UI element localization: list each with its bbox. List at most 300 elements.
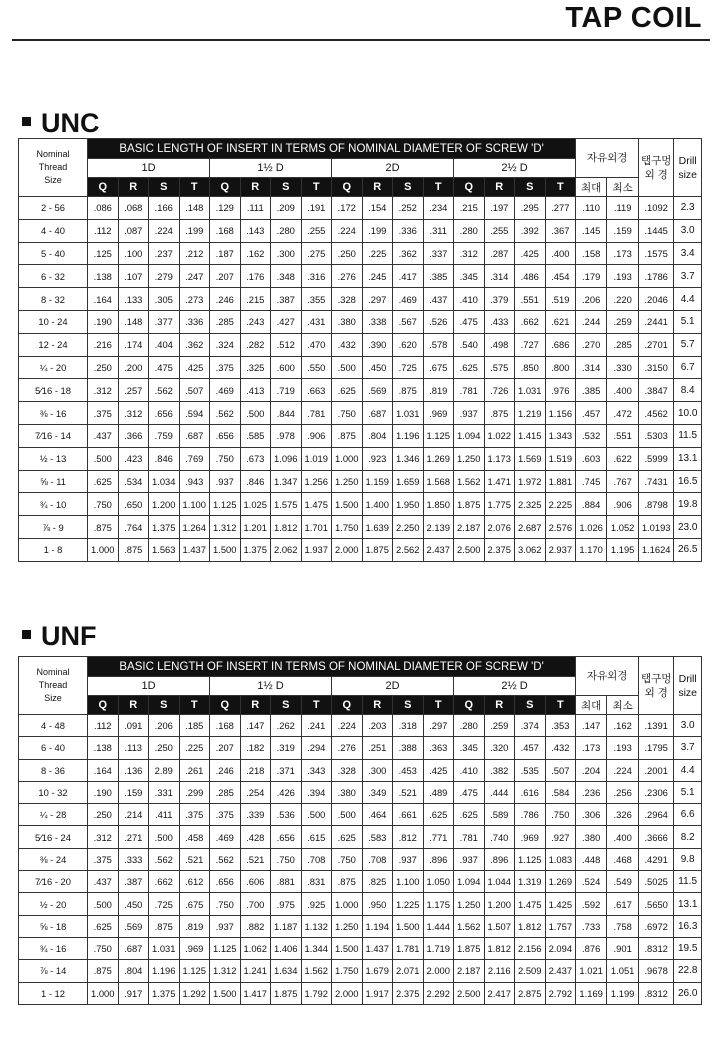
value-cell: 23.0 (674, 516, 702, 539)
value-cell: .246 (210, 759, 241, 781)
value-cell: 2.3 (674, 197, 702, 220)
value-cell: .906 (607, 493, 639, 516)
value-cell: .5025 (639, 871, 674, 893)
value-cell: .427 (271, 310, 302, 333)
value-cell: .280 (271, 219, 302, 242)
value-cell: 26.5 (674, 538, 702, 561)
value-cell: 2.576 (545, 516, 576, 539)
thread-size-cell: ⅝ - 11 (19, 470, 88, 493)
column-letter-r: R (240, 696, 271, 715)
table-row (19, 915, 702, 937)
value-cell: .562 (210, 848, 241, 870)
value-cell: .428 (240, 826, 271, 848)
value-cell: 1.415 (515, 424, 546, 447)
value-cell: .199 (179, 219, 210, 242)
value-cell: 1.475 (515, 893, 546, 915)
value-cell: .453 (393, 759, 424, 781)
value-cell: 1.346 (393, 447, 424, 470)
table-row (19, 516, 702, 539)
value-cell: 6.7 (674, 356, 702, 379)
value-cell: .179 (576, 265, 607, 288)
value-cell: .468 (607, 848, 639, 870)
value-cell: .450 (362, 356, 393, 379)
value-cell: 1.025 (240, 493, 271, 516)
value-cell: .316 (301, 265, 332, 288)
tap-hole-diameter-header (639, 657, 674, 715)
value-cell: .251 (362, 737, 393, 759)
value-cell: 1.475 (301, 493, 332, 516)
value-cell: .725 (149, 893, 180, 915)
value-cell: .245 (362, 265, 393, 288)
value-cell: .400 (607, 826, 639, 848)
value-cell: .413 (240, 379, 271, 402)
value-cell: .136 (118, 759, 149, 781)
value-cell: 1.100 (393, 871, 424, 893)
value-cell: .297 (362, 288, 393, 311)
value-cell: .675 (423, 356, 454, 379)
title-divider (12, 39, 710, 41)
value-cell: 3.4 (674, 242, 702, 265)
value-cell: .190 (88, 310, 119, 333)
thread-size-cell: 4 - 40 (19, 219, 88, 242)
value-cell: 2.292 (423, 982, 454, 1004)
value-cell: .812 (393, 826, 424, 848)
value-cell: .950 (362, 893, 393, 915)
column-letter-r: R (362, 178, 393, 197)
value-cell: .182 (240, 737, 271, 759)
value-cell: .662 (515, 310, 546, 333)
length-group-header: 1D (88, 677, 210, 696)
value-cell: .343 (301, 759, 332, 781)
value-cell: 1.750 (332, 516, 363, 539)
value-cell: .673 (240, 447, 271, 470)
length-group-header: 1D (88, 159, 210, 178)
value-cell: .273 (179, 288, 210, 311)
value-cell: .333 (118, 848, 149, 870)
value-cell: .592 (576, 893, 607, 915)
value-cell: .615 (301, 826, 332, 848)
value-cell: 1.044 (484, 871, 515, 893)
value-cell: 1.812 (271, 516, 302, 539)
value-cell: .819 (179, 915, 210, 937)
unf-table (18, 656, 702, 1005)
value-cell: 2.562 (393, 538, 424, 561)
value-cell: .243 (240, 310, 271, 333)
value-cell: 1.812 (515, 915, 546, 937)
nominal-thread-size-header (19, 657, 88, 715)
value-cell: 1.562 (454, 470, 485, 493)
tap-header-line: 외 경 (644, 686, 668, 699)
value-cell: .425 (423, 759, 454, 781)
value-cell: 4.4 (674, 759, 702, 781)
value-cell: .246 (210, 288, 241, 311)
value-cell: 2.500 (454, 538, 485, 561)
table-row (19, 826, 702, 848)
value-cell: .2046 (639, 288, 674, 311)
value-cell: .377 (149, 310, 180, 333)
value-cell: 1.500 (393, 915, 424, 937)
value-cell: 1.500 (332, 493, 363, 516)
value-cell: 1.000 (88, 538, 119, 561)
value-cell: 1.196 (393, 424, 424, 447)
value-cell: 1.156 (545, 402, 576, 425)
value-cell: .271 (118, 826, 149, 848)
tap-header-line: 탭구멍 (640, 154, 672, 167)
value-cell: .524 (576, 871, 607, 893)
value-cell: .589 (484, 804, 515, 826)
thread-size-cell: 8 - 32 (19, 288, 88, 311)
column-letter-r: R (118, 178, 149, 197)
value-cell: .454 (545, 265, 576, 288)
value-cell: .262 (271, 715, 302, 737)
value-cell: 1.575 (271, 493, 302, 516)
unc-heading-label: UNC (41, 108, 100, 138)
thread-size-cell: 6 - 32 (19, 265, 88, 288)
value-cell: 1.1624 (639, 538, 674, 561)
value-cell: 1.000 (332, 447, 363, 470)
value-cell: .203 (362, 715, 393, 737)
column-letter-t: T (179, 178, 210, 197)
value-cell: .625 (454, 356, 485, 379)
value-cell: .110 (576, 197, 607, 220)
value-cell: .375 (88, 848, 119, 870)
value-cell: .500 (88, 447, 119, 470)
value-cell: 1.500 (210, 538, 241, 561)
value-cell: .550 (301, 356, 332, 379)
value-cell: .425 (179, 356, 210, 379)
table-row (19, 379, 702, 402)
value-cell: 1.256 (301, 470, 332, 493)
value-cell: 1.850 (423, 493, 454, 516)
value-cell: .237 (149, 242, 180, 265)
value-cell: .943 (179, 470, 210, 493)
value-cell: .750 (210, 893, 241, 915)
value-cell: .606 (240, 871, 271, 893)
value-cell: .224 (332, 219, 363, 242)
value-cell: .133 (118, 288, 149, 311)
value-cell: .500 (332, 804, 363, 826)
value-cell: .5650 (639, 893, 674, 915)
value-cell: .875 (88, 960, 119, 982)
value-cell: .363 (423, 737, 454, 759)
value-cell: .500 (88, 893, 119, 915)
column-letter-q: Q (454, 178, 485, 197)
value-cell: 1.083 (545, 848, 576, 870)
value-cell: .255 (301, 219, 332, 242)
value-cell: .469 (210, 826, 241, 848)
value-cell: .3847 (639, 379, 674, 402)
value-cell: .2701 (639, 333, 674, 356)
value-cell: 1.972 (515, 470, 546, 493)
value-cell: .353 (545, 715, 576, 737)
value-cell: 1.250 (454, 447, 485, 470)
value-cell: .686 (545, 333, 576, 356)
value-cell: .285 (607, 333, 639, 356)
min-header: 최소 (607, 178, 639, 197)
value-cell: .786 (515, 804, 546, 826)
value-cell: 8.4 (674, 379, 702, 402)
value-cell: .312 (88, 826, 119, 848)
value-cell: 6.6 (674, 804, 702, 826)
value-cell: .236 (576, 781, 607, 803)
value-cell: .475 (454, 781, 485, 803)
value-cell: 26.0 (674, 982, 702, 1004)
value-cell: .319 (271, 737, 302, 759)
value-cell: 2.000 (332, 982, 363, 1004)
column-letter-q: Q (332, 696, 363, 715)
value-cell: .876 (576, 937, 607, 959)
value-cell: .162 (240, 242, 271, 265)
value-cell: 1.437 (362, 937, 393, 959)
value-cell: .318 (393, 715, 424, 737)
value-cell: .507 (179, 379, 210, 402)
value-cell: .750 (210, 447, 241, 470)
table-row (19, 219, 702, 242)
value-cell: .500 (332, 356, 363, 379)
unc-heading (22, 110, 100, 137)
value-cell: .432 (545, 737, 576, 759)
column-letter-t: T (423, 696, 454, 715)
value-cell: .159 (607, 219, 639, 242)
value-cell: 1.562 (301, 960, 332, 982)
value-cell: .250 (88, 356, 119, 379)
value-cell: .390 (362, 333, 393, 356)
value-cell: .917 (118, 982, 149, 1004)
square-bullet-icon (22, 630, 31, 639)
drill-size-header (674, 657, 702, 715)
value-cell: .371 (271, 759, 302, 781)
value-cell: .771 (423, 826, 454, 848)
value-cell: .745 (576, 470, 607, 493)
value-cell: .300 (362, 759, 393, 781)
column-letter-q: Q (88, 696, 119, 715)
value-cell: 5.1 (674, 310, 702, 333)
value-cell: 2.875 (515, 982, 546, 1004)
value-cell: 1.034 (149, 470, 180, 493)
length-group-header: 2D (332, 677, 454, 696)
length-group-header: 1½ D (210, 677, 332, 696)
value-cell: 1.562 (454, 915, 485, 937)
value-cell: 1.319 (515, 871, 546, 893)
value-cell: .215 (240, 288, 271, 311)
value-cell: .725 (393, 356, 424, 379)
value-cell: .166 (149, 197, 180, 220)
column-letter-q: Q (210, 696, 241, 715)
value-cell: .375 (210, 804, 241, 826)
value-cell: .204 (576, 759, 607, 781)
column-letter-q: Q (88, 178, 119, 197)
value-cell: .536 (271, 804, 302, 826)
value-cell: 1.094 (454, 871, 485, 893)
value-cell: 1.201 (240, 516, 271, 539)
value-cell: .206 (576, 288, 607, 311)
value-cell: .432 (332, 333, 363, 356)
thread-size-cell: 12 - 24 (19, 333, 88, 356)
value-cell: 1.347 (271, 470, 302, 493)
value-cell: .411 (149, 804, 180, 826)
thread-size-cell: ⅞ - 14 (19, 960, 88, 982)
value-cell: .437 (423, 288, 454, 311)
value-cell: 1.196 (149, 960, 180, 982)
value-cell: .4562 (639, 402, 674, 425)
tap-header-line: 탭구멍 (640, 672, 672, 685)
value-cell: .661 (393, 804, 424, 826)
value-cell: .831 (301, 871, 332, 893)
value-cell: .159 (118, 781, 149, 803)
value-cell: .500 (240, 402, 271, 425)
value-cell: 3.7 (674, 737, 702, 759)
value-cell: .068 (118, 197, 149, 220)
value-cell: 1.000 (332, 893, 363, 915)
value-cell: .764 (118, 516, 149, 539)
column-letter-s: S (149, 178, 180, 197)
value-cell: 1.375 (149, 982, 180, 1004)
value-cell: .312 (88, 379, 119, 402)
value-cell: .850 (515, 356, 546, 379)
value-cell: 1.219 (515, 402, 546, 425)
value-cell: .750 (271, 848, 302, 870)
value-cell: 2.500 (454, 982, 485, 1004)
value-cell: 1.569 (515, 447, 546, 470)
thread-size-cell: 8 - 36 (19, 759, 88, 781)
value-cell: .507 (545, 759, 576, 781)
value-cell: 2.225 (545, 493, 576, 516)
table-row (19, 848, 702, 870)
value-cell: 1.875 (454, 493, 485, 516)
value-cell: .330 (607, 356, 639, 379)
value-cell: 1.264 (179, 516, 210, 539)
value-cell: .625 (423, 804, 454, 826)
value-cell: 1.250 (454, 893, 485, 915)
value-cell: .2964 (639, 804, 674, 826)
free-outer-diameter-header: 자유외경 (576, 139, 639, 178)
value-cell: .687 (179, 424, 210, 447)
table-row (19, 447, 702, 470)
value-cell: .162 (607, 715, 639, 737)
column-letter-t: T (179, 696, 210, 715)
value-cell: .086 (88, 197, 119, 220)
table-row (19, 493, 702, 516)
value-cell: .410 (454, 759, 485, 781)
value-cell: 1.052 (607, 516, 639, 539)
value-cell: .362 (393, 242, 424, 265)
value-cell: .410 (454, 288, 485, 311)
value-cell: .687 (362, 402, 393, 425)
value-cell: 3.7 (674, 265, 702, 288)
value-cell: 1.200 (484, 893, 515, 915)
value-cell: 2.187 (454, 960, 485, 982)
value-cell: .3150 (639, 356, 674, 379)
value-cell: .551 (515, 288, 546, 311)
value-cell: 1.659 (393, 470, 424, 493)
basic-length-banner: BASIC LENGTH OF INSERT IN TERMS OF NOMINAL DIAMETER OF SCREW 'D' (88, 139, 576, 159)
value-cell: .804 (118, 960, 149, 982)
table-row (19, 242, 702, 265)
value-cell: .781 (301, 402, 332, 425)
nominal-header-line: Size (44, 693, 62, 703)
value-cell: .326 (607, 804, 639, 826)
value-cell: .875 (393, 379, 424, 402)
value-cell: 2.89 (149, 759, 180, 781)
value-cell: 1.792 (301, 982, 332, 1004)
value-cell: .374 (515, 715, 546, 737)
value-cell: .562 (149, 379, 180, 402)
value-cell: .656 (210, 871, 241, 893)
value-cell: .400 (607, 379, 639, 402)
value-cell: .314 (484, 265, 515, 288)
value-cell: 1.781 (393, 937, 424, 959)
table-row (19, 310, 702, 333)
value-cell: 1.125 (179, 960, 210, 982)
value-cell: 1.132 (301, 915, 332, 937)
nominal-header-line: Thread (38, 162, 68, 172)
value-cell: 1.507 (484, 915, 515, 937)
column-letter-t: T (545, 696, 576, 715)
drill-header-line: Drill (678, 672, 697, 685)
thread-size-cell: ¾ - 16 (19, 937, 88, 959)
value-cell: 1.471 (484, 470, 515, 493)
length-group-header: 1½ D (210, 159, 332, 178)
thread-size-cell: 1 - 8 (19, 538, 88, 561)
value-cell: .726 (484, 379, 515, 402)
thread-size-cell: ½ - 13 (19, 447, 88, 470)
value-cell: .521 (240, 848, 271, 870)
value-cell: .143 (240, 219, 271, 242)
value-cell: .339 (240, 804, 271, 826)
value-cell: .475 (454, 310, 485, 333)
tap-hole-diameter-header (639, 139, 674, 197)
value-cell: .328 (332, 288, 363, 311)
value-cell: 1.563 (149, 538, 180, 561)
drill-header-line: size (678, 168, 698, 181)
value-cell: .207 (210, 737, 241, 759)
value-cell: .148 (118, 310, 149, 333)
thread-size-cell: 5⁄16 - 24 (19, 826, 88, 848)
value-cell: .551 (607, 424, 639, 447)
table-row (19, 804, 702, 826)
value-cell: .382 (484, 759, 515, 781)
value-cell: .215 (454, 197, 485, 220)
value-cell: 13.1 (674, 447, 702, 470)
value-cell: .1445 (639, 219, 674, 242)
nominal-header-line: Thread (38, 680, 68, 690)
value-cell: .285 (210, 781, 241, 803)
value-cell: .216 (88, 333, 119, 356)
value-cell: .345 (454, 737, 485, 759)
min-header: 최소 (607, 696, 639, 715)
value-cell: 2.000 (332, 538, 363, 561)
value-cell: .400 (545, 242, 576, 265)
value-cell: .656 (210, 424, 241, 447)
value-cell: .625 (454, 804, 485, 826)
value-cell: .276 (332, 737, 363, 759)
value-cell: .656 (271, 826, 302, 848)
value-cell: .311 (423, 219, 454, 242)
value-cell: .625 (88, 915, 119, 937)
value-cell: .758 (607, 915, 639, 937)
value-cell: .366 (118, 424, 149, 447)
value-cell: 2.375 (484, 538, 515, 561)
value-cell: .331 (149, 781, 180, 803)
value-cell: 1.417 (240, 982, 271, 1004)
max-header: 최대 (576, 696, 607, 715)
value-cell: .362 (179, 333, 210, 356)
value-cell: .875 (484, 402, 515, 425)
value-cell: .250 (332, 242, 363, 265)
table-row (19, 424, 702, 447)
value-cell: .209 (271, 197, 302, 220)
table-row (19, 356, 702, 379)
